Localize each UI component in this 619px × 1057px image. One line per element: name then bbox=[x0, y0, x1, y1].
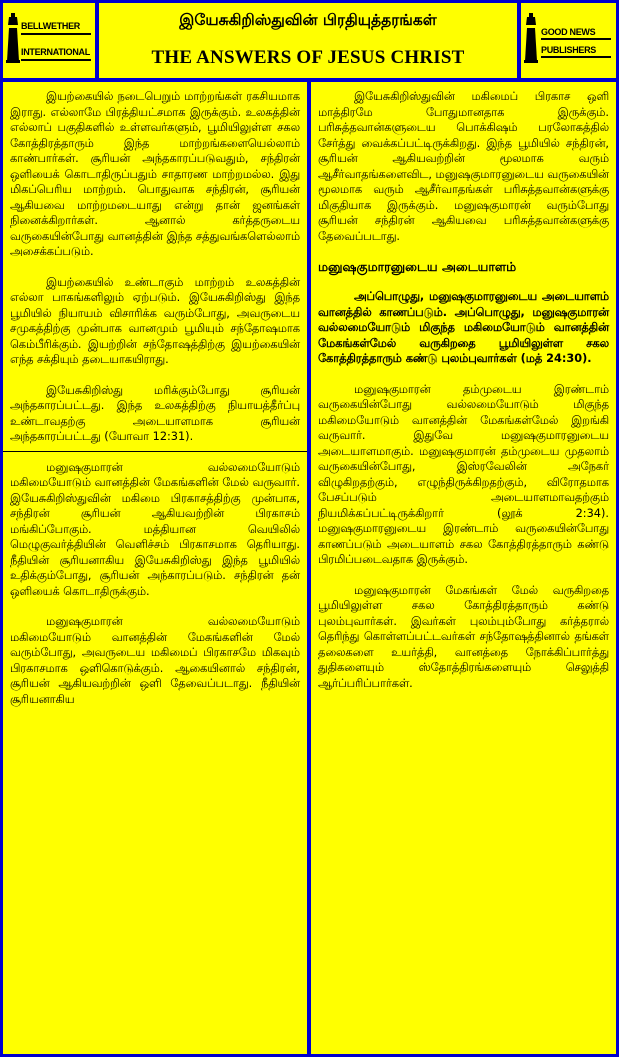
logo-right-line1: GOOD NEWS bbox=[541, 27, 596, 37]
title-tamil: இயேசுகிறிஸ்துவின் பிரதியுத்தரங்கள் bbox=[179, 11, 437, 29]
paragraph: இயேசுகிறிஸ்து மரிக்கும்போது சூரியன் அந்தகாரப்பட்டது. இந்த உலகத்திற்கு நியாயத்தீர்ப்பு உண்டாவதற்கு அடையாளமாக சூரியன் அந்தகாரப்பட்டது (யோவா 12:31). bbox=[10, 383, 300, 443]
bible-verse: அப்பொழுது, மனுஷகுமாரனுடைய அடையாளம் வானத்தில் காணப்படும். அப்பொழுது, மனுஷகுமாரன் வல்லமையோடும் மிகுந்த மகிமையோடும் வானத்தின் மேகங்கள்மேல் வருகிறதை பூமியிலுள்ள சகல கோத்திரத்தாரும் கண்டு புலம்புவார்கள் (மத் 24:30). bbox=[318, 290, 609, 365]
paragraph: இயேசுகிறிஸ்துவின் மகிமைப் பிரகாச ஒளி மாத்திரமே போதுமானதாக இருக்கும். பரிசுத்தவான்களுடைய பொக்கிஷம் பரலோகத்தில் சேர்த்து வைக்கப்பட்டிருக்கிறது. இந்த பூமியில் சந்திரன், சூரியன் ஆகியவற்றின் மூலமாக வரும் ஆசீர்வாதங்களைவிட, மனுஷகுமாரனுடைய வருகையின் மூலமாக வரும் ஆசீர்வாதங்கள் பரிசுத்தவான்களுக்கு மிகுதியாக இருக்கும். மனுஷகுமாரன் வரும்போது சூரியன் சந்திரன் ஆகியவை பரிசுத்தவான்களுக்கு தேவைப்படாது. bbox=[318, 90, 609, 243]
paragraph: இயற்கையில் உண்டாகும் மாற்றம் உலகத்தின் எல்லா பாகங்களிலும் ஏற்படும். இயேசுகிறிஸ்து இந்த பூமியில் நியாயம் விசாரிக்க வரும்போது, அவருடைய சமுகத்திற்கு முன்பாக வானமும் பூமியும் சந்தோஷமாக கெம்பீரிக்கும். இயற்றின் சந்தோஷத்திற்கு இயற்கையின் எந்த சக்தியும் தடையாகயிராது. bbox=[10, 275, 300, 366]
paragraph: மனுஷகுமாரன் வல்லமையோடும் மகிமையோடும் வானத்தின் மேகங்களின் மேல் வரும்போது, அவருடைய மகிமைப் பிரகாசமே மிகவும் பிரகாசமாக ஒளிகொடுக்கும். ஆகையினால் சந்திரன், சூரியன் ஆகியவற்றின் ஒளி தேவைப்படாது. நீதியின் சூரியனாகிய bbox=[10, 615, 300, 706]
logo-left-line2: INTERNATIONAL bbox=[21, 47, 90, 57]
paragraph: இயற்கையில் நடைபெறும் மாற்றங்கள் ரகசியமாக இராது. எல்லாமே பிரத்தியட்சமாக இருக்கும். உலகத்தின் எல்லாப் பகுதிகளில் உள்ளவர்களும், பூமியிலுள்ள சகல கோத்திரத்தாரும் இந்த மாற்றங்களையெல்லாம் காண்பார்கள். சூரியன் அந்தகாரப்படுவதும், சந்திரன் ஒளியைக் கொடாதிருப்பதும் சாதாரண மாற்றமல்ல. இது மிகப்பெரிய மாற்றம். பொதுவாக சந்திரன், சூரியன் ஆகியவை மாற்றமடையாது என்று தான் ஜனங்கள் நினைக்கிறார்கள். ஆனால் கர்த்தருடைய வருகையின்போது வானத்தின் இந்த சத்துவங்களெல்லாம் அசைக்கப்படும். bbox=[10, 90, 300, 258]
right-column bbox=[311, 82, 616, 1054]
logo-right-line2: PUBLISHERS bbox=[541, 45, 597, 55]
header-title-box bbox=[99, 3, 517, 78]
bellwether-logo bbox=[3, 3, 95, 78]
left-column bbox=[3, 82, 307, 1054]
title-english: THE ANSWERS OF JESUS CHRIST bbox=[151, 47, 465, 68]
good-news-logo bbox=[521, 3, 616, 78]
paragraph: மனுஷகுமாரன் வல்லமையோடும் மகிமையோடும் வானத்தின் மேகங்களின் மேல் வருவார். இயேசுகிறிஸ்துவின் மகிமை பிரகாசத்திற்கு முன்பாக, சந்திரன் சூரியன் ஆகியவற்றின் பிரகாசம் மங்கிப்போகும். மத்தியான வெயிலில் மெழுகுவர்த்தியின் வெளிச்சம் பிரகாசமாக தெரியாது. நீதியின் சூரியனாகிய இயேசுகிறிஸ்து இந்த பூமியில் உதிக்கும்போது, சூரியன் அந்காரப்படும். சந்திரன் தன் ஒளியைக் கொடாதிருக்கும். bbox=[10, 460, 300, 598]
logo-left-line1: BELLWETHER bbox=[21, 21, 80, 31]
bellwether-lighthouse-icon bbox=[6, 13, 20, 63]
paragraph: மனுஷகுமாரன் மேகங்கள் மேல் வருகிறதை பூமியிலுள்ள சகல கோத்திரத்தாரும் கண்டு புலம்புவார்கள். இவர்கள் புலம்பும்போது கர்த்தரால் தெரிந்து கொள்ளப்பட்டவர்கள் சந்தோஷத்தினால் தங்கள் தலைகளை உயர்த்தி, வானத்தை நோக்கிப்பார்த்து துதிகளையும் ஸ்தோத்திரங்களையும் செலுத்தி ஆர்ப்பரிப்பார்கள். bbox=[318, 583, 609, 690]
section-heading: மனுஷகுமாரனுடைய அடையாளம் bbox=[318, 259, 517, 274]
good-news-lighthouse-icon bbox=[524, 13, 538, 63]
paragraph: மனுஷகுமாரன் தம்முடைய இரண்டாம் வருகையின்போது வல்லமையோடும் மிகுந்த மகிமையோடும் வானத்தின் மேகங்கள்மேல் இறங்கி வருவார். இதுவே மனுஷகுமாரனுடைய அடையாளமாகும். மனுஷகுமாரன் தம்முடைய முதலாம் வருகையின்போது, இஸ்ரவேலின் அநேகர் விழுகிறதற்கும், எழுந்திருக்கிறதற்கும், விரோதமாக பேசப்படும் அடையாளமாவதற்கும் நியமிக்கப்பட்டிருக்கிறார் (லூக் 2:34). மனுஷகுமாரனுடைய இரண்டாம் வருகையின்போது காணப்படும் அடையாளம் சகல கோத்திரத்தாரும் கண்டு பிரமிப்படைவதாக இருக்கும். bbox=[318, 382, 609, 566]
